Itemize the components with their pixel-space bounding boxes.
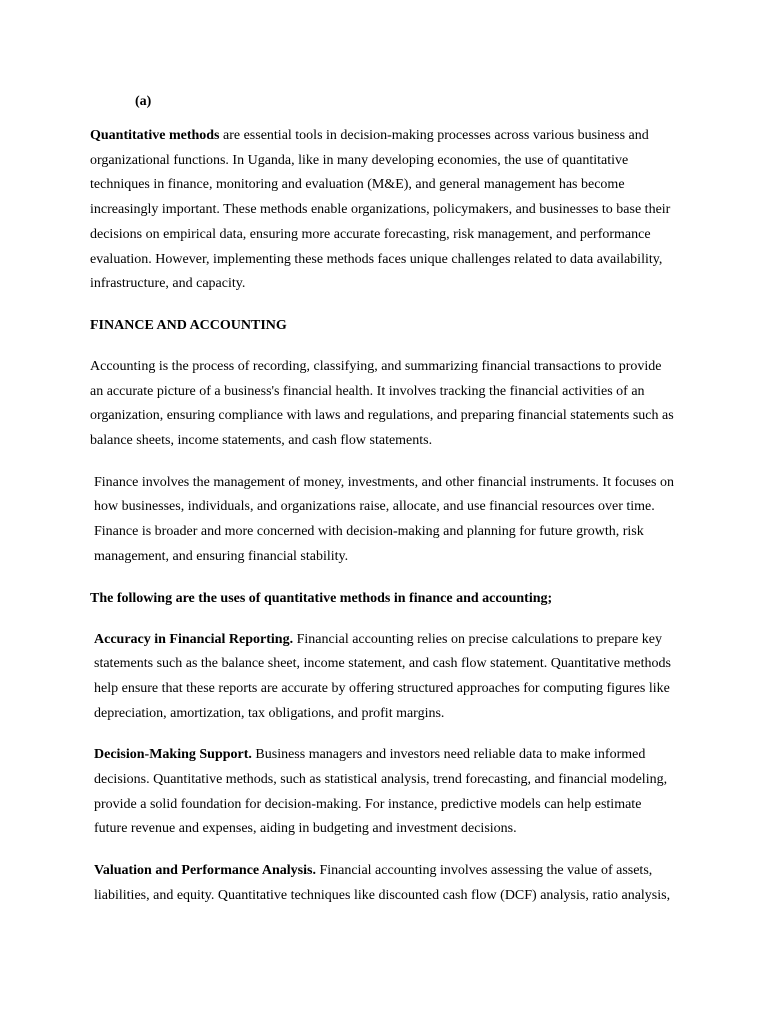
- use-item-title: Accuracy in Financial Reporting.: [94, 631, 294, 647]
- uses-heading: The following are the uses of quantitative methods in finance and accounting;: [90, 590, 553, 606]
- finance-paragraph: Finance involves the management of money, investments, and other financial instruments. It focuses on how businesses, individuals, and organizations raise, allocate, and use financial resources over time. Finance is broader and more concerned with decision-making and planning for future growth, risk management, and ensuring financial stability.: [94, 474, 674, 564]
- finance-accounting-heading: FINANCE AND ACCOUNTING: [90, 317, 287, 333]
- intro-lead: Quantitative methods: [90, 128, 220, 143]
- document-body: [90, 90, 674, 926]
- use-item-title: Valuation and Performance Analysis.: [94, 863, 316, 879]
- use-item-title: Decision-Making Support.: [94, 747, 252, 763]
- section-label: (a): [135, 94, 152, 109]
- use-item-decision-making: [90, 743, 674, 842]
- use-item-text: Financial accounting involves assessing the value of assets, liabilities, and equity. Quantitative techniques like discounted cash flow (DCF) analysis, ratio analysis,: [94, 863, 671, 903]
- accounting-paragraph: Accounting is the process of recording, classifying, and summarizing financial transactions to provide an accurate picture of a business's financial health. It involves tracking the financial activities of an organization, ensuring compliance with laws and regulations, and preparing financial statements such as balance sheets, income statements, and cash flow statements.: [90, 358, 674, 449]
- intro-text: are essential tools in decision-making processes across various business and organizational functions. In Uganda, like in many developing economies, the use of quantitative techniques in finance, monitoring and evaluation (M&E), and general management has become increasingly important. These methods enable organizations, policymakers, and businesses to base their decisions on empirical data, ensuring more accurate forecasting, risk management, and performance evaluation. However, implementing these methods faces unique challenges related to data availability, infrastructure, and capacity.: [90, 128, 671, 292]
- use-item-text: Financial accounting relies on precise calculations to prepare key statements such as the balance sheet, income statement, and cash flow statement. Quantitative methods help ensure that these reports are accurate by offering structured approaches for computing figures like depreciation, amortization, tax obligations, and profit margins.: [94, 631, 671, 721]
- use-item-accuracy: [90, 628, 674, 727]
- intro-paragraph: [90, 124, 674, 297]
- use-item-valuation: [90, 859, 674, 908]
- use-item-text: Business managers and investors need reliable data to make informed decisions. Quantitative methods, such as statistical analysis, trend forecasting, and financial modeling, provide a solid foundation for decision-making. For instance, predictive models can help estimate future revenue and expenses, aiding in budgeting and investment decisions.: [94, 747, 668, 837]
